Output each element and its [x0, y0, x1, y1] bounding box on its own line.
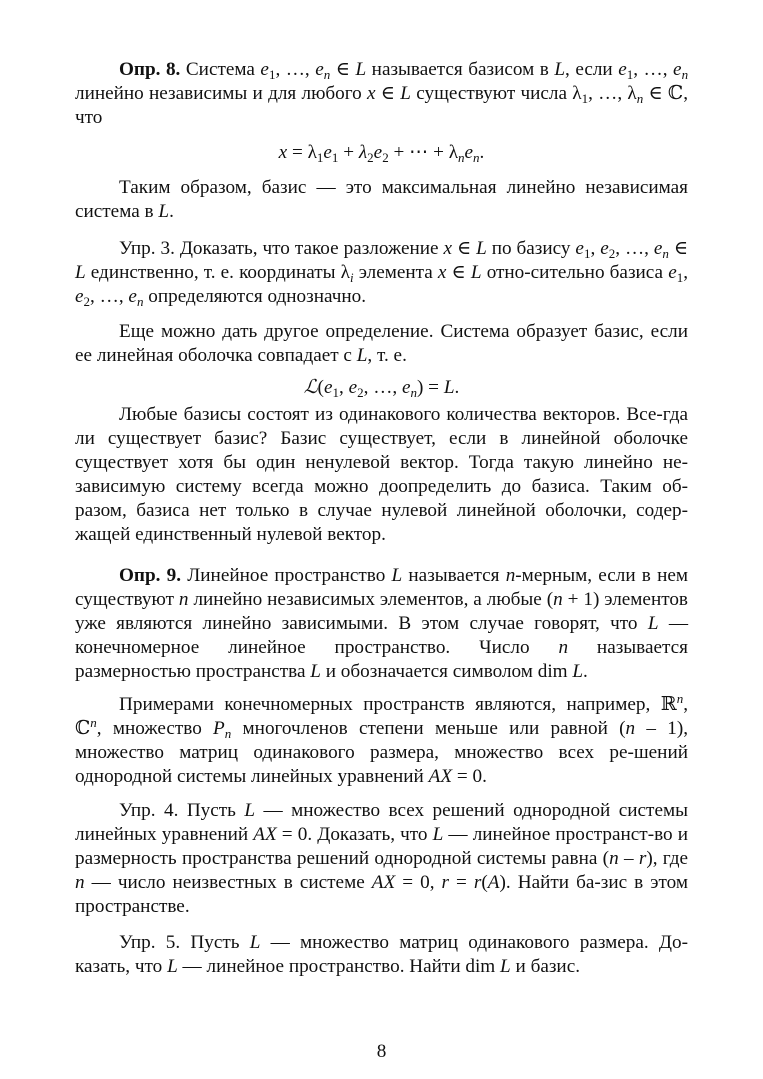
exercise-4: Упр. 4. Пусть L — множество всех решений однородной системы линейных уравнений AX = 0. Доказать, что L — линейное пространст-во и размерность пространства решений однородной системы равна (n – r), где n — число неизвестных в системе AX = 0, r = r(A). Найти ба-зис в этом пространстве.: [75, 800, 688, 917]
paragraph-basis-summary: Таким образом, базис — это максимальная линейно независимая система в L.: [75, 177, 688, 222]
page-number: 8: [376, 1041, 387, 1062]
paragraph-any-bases: Любые базисы состоят из одинакового количества векторов. Все-гда ли существует базис? Базис существует, если в линейной оболочке существует хотя бы один ненулевой вектор. Тогда такую линейно не-зависимую систему всегда можно доопределить до базиса. Таким об-разом, базиса нет только в случае нулевой линейной оболочки, содер-жащей единственный нулевой вектор.: [75, 404, 688, 545]
paragraph-alternative-definition: Еще можно дать другое определение. Система образует базис, если ее линейная оболочка совпадает с L, т. е.: [75, 321, 688, 366]
exercise-5: Упр. 5. Пусть L — множество матриц одинакового размера. До-казать, что L — линейное пространство. Найти dim L и базис.: [75, 932, 688, 977]
equation-linear-span: $ℒ(e_1$, $e_2$, …, $e_n) = L$.: [303, 375, 460, 400]
definition-9-label: Опр. 9.: [119, 565, 182, 586]
definition-9: Опр. 9. Линейное пространство L называется n-мерным, если в нем существуют n линейно независимых элементов, а любые (n + 1) элементов уже являются линейно зависимыми. В этом случае говорят, что L — конечномерное линейное пространство. Число n называется размерностью пространства L и обозначается символом dim L.: [75, 565, 689, 682]
equation-basis-expansion: $x = \lambda_1e_1 + \lambda_2e_2$ + ⋯ + $\lambda_ne_n$.: [278, 142, 485, 165]
exercise-3: Упр. 3. Доказать, что такое разложение x ∈ L по базису $e_1$, $e_2$, …, $e_n$ ∈ L единственно, т. е. координаты $\lambda_i$ элемента x ∈ L отно-сительно базиса $e_1$, $e_2$, …, $e_n$ определяются однозначно.: [75, 238, 689, 309]
paragraph-examples: Примерами конечномерных пространств являются, например, ℝ$^n$, ℂ$^n$, множество $P_n$ многочленов степени меньше или равной (n – 1), множество матриц одинакового размера, множество всех ре-шений однородной системы линейных уравнений AX = 0.: [75, 691, 689, 787]
definition-8: Опр. 8. Система $e_1$, …, $e_n$ ∈ L называется базисом в L, если $e_1$, …, $e_n$ линейно независимы и для любого x ∈ L существуют числа $\lambda_1$, …, $\lambda_n$ ∈ ℂ, что: [75, 59, 689, 128]
definition-8-label: Опр. 8.: [119, 59, 181, 80]
